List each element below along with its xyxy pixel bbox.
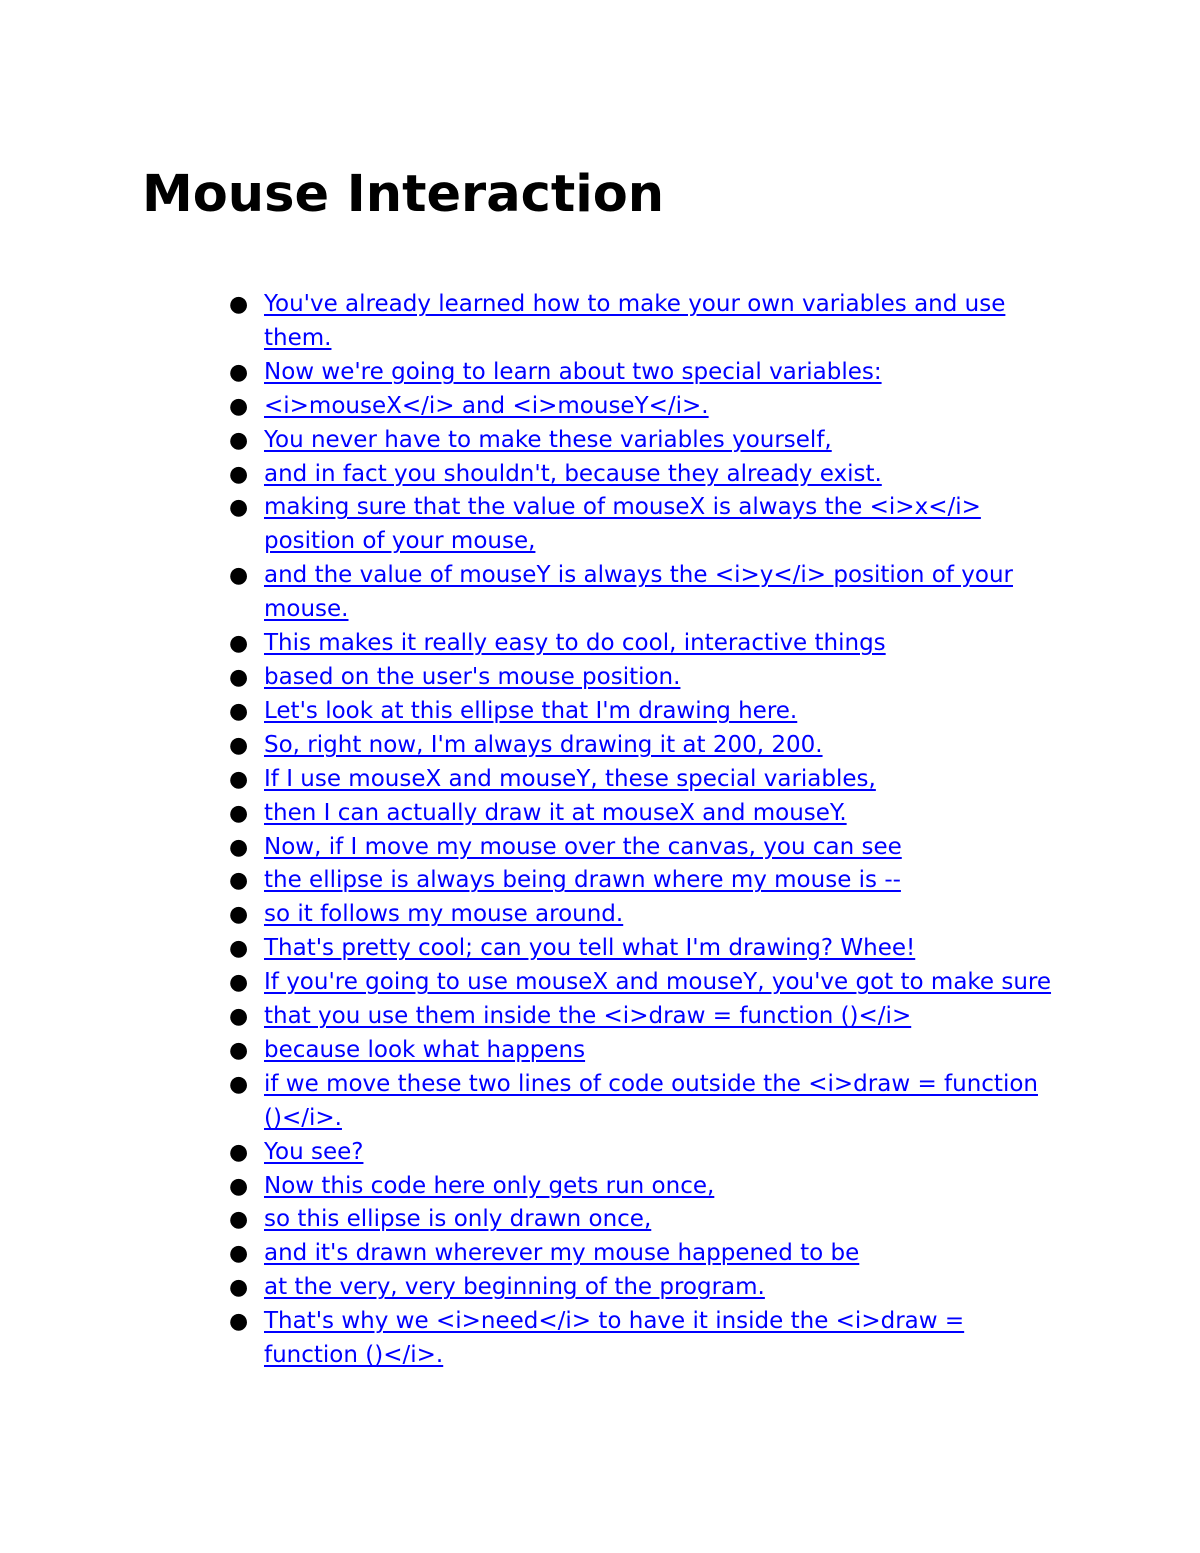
bullet-icon: ● — [229, 631, 249, 657]
list-item — [229, 1305, 1054, 1373]
bullet-icon: ● — [229, 936, 249, 962]
bullet-icon: ● — [229, 1309, 249, 1335]
list-item — [229, 1136, 1054, 1170]
list-item — [229, 695, 1054, 729]
bullet-icon: ● — [229, 970, 249, 996]
transcript-link[interactable]: and the value of mouseY is always the <i>y</i> position of your mouse. — [264, 562, 1013, 623]
bullet-icon: ● — [229, 1037, 249, 1063]
bullet-icon: ● — [229, 732, 249, 758]
list-item — [229, 491, 1054, 559]
list-item — [229, 390, 1054, 424]
list-item — [229, 729, 1054, 763]
transcript-link[interactable]: if we move these two lines of code outside the <i>draw = function ()</i>. — [264, 1070, 1038, 1131]
list-item — [229, 932, 1054, 966]
list-item — [229, 1271, 1054, 1305]
transcript-link[interactable]: so this ellipse is only drawn once, — [264, 1206, 652, 1233]
transcript-link[interactable]: Now we're going to learn about two special variables: — [264, 358, 882, 385]
transcript-link[interactable]: Now, if I move my mouse over the canvas, you can see — [264, 833, 902, 860]
transcript-link[interactable]: This makes it really easy to do cool, interactive things — [264, 630, 886, 657]
list-item — [229, 1034, 1054, 1068]
transcript-link[interactable]: based on the user's mouse position. — [264, 663, 681, 690]
bullet-icon: ● — [229, 563, 249, 589]
bullet-icon: ● — [229, 868, 249, 894]
list-item — [229, 1237, 1054, 1271]
bullet-icon: ● — [229, 1207, 249, 1233]
transcript-link[interactable]: making sure that the value of mouseX is always the <i>x</i> position of your mouse, — [264, 494, 981, 555]
bullet-icon: ● — [229, 393, 249, 419]
list-item — [229, 288, 1054, 356]
bullet-icon: ● — [229, 1173, 249, 1199]
transcript-list — [229, 288, 1054, 1373]
list-item — [229, 831, 1054, 865]
transcript-link[interactable]: That's why we <i>need</i> to have it inside the <i>draw = function ()</i>. — [264, 1308, 965, 1369]
bullet-icon: ● — [229, 834, 249, 860]
transcript-link[interactable]: So, right now, I'm always drawing it at 200, 200. — [264, 731, 823, 758]
bullet-icon: ● — [229, 698, 249, 724]
list-item — [229, 458, 1054, 492]
bullet-icon: ● — [229, 461, 249, 487]
page-title: Mouse Interaction — [142, 165, 665, 224]
bullet-icon: ● — [229, 1241, 249, 1267]
list-item — [229, 356, 1054, 390]
list-item — [229, 1203, 1054, 1237]
transcript-link[interactable]: Let's look at this ellipse that I'm drawing here. — [264, 697, 798, 724]
bullet-icon: ● — [229, 427, 249, 453]
transcript-link[interactable]: so it follows my mouse around. — [264, 901, 624, 928]
bullet-icon: ● — [229, 664, 249, 690]
list-item — [229, 627, 1054, 661]
transcript-link[interactable]: You never have to make these variables yourself, — [264, 426, 832, 453]
list-item — [229, 864, 1054, 898]
bullet-icon: ● — [229, 1275, 249, 1301]
transcript-link[interactable]: the ellipse is always being drawn where my mouse is -- — [264, 867, 901, 894]
transcript-link[interactable]: If I use mouseX and mouseY, these special variables, — [264, 765, 876, 792]
transcript-link[interactable]: You see? — [264, 1138, 364, 1165]
transcript-link[interactable]: then I can actually draw it at mouseX and mouseY. — [264, 799, 847, 826]
transcript-link[interactable]: If you're going to use mouseX and mouseY, you've got to make sure — [264, 969, 1052, 996]
list-item — [229, 797, 1054, 831]
bullet-icon: ● — [229, 495, 249, 521]
bullet-icon: ● — [229, 1004, 249, 1030]
list-item — [229, 763, 1054, 797]
transcript-link[interactable]: because look what happens — [264, 1036, 586, 1063]
list-item — [229, 1068, 1054, 1136]
bullet-icon: ● — [229, 1071, 249, 1097]
list-item — [229, 424, 1054, 458]
list-item — [229, 966, 1054, 1000]
list-item — [229, 1170, 1054, 1204]
bullet-icon: ● — [229, 902, 249, 928]
bullet-icon: ● — [229, 359, 249, 385]
transcript-link[interactable]: You've already learned how to make your own variables and use them. — [264, 291, 1006, 351]
transcript-link[interactable]: Now this code here only gets run once, — [264, 1172, 715, 1199]
list-item — [229, 661, 1054, 695]
transcript-link[interactable]: at the very, very beginning of the program. — [264, 1274, 765, 1301]
bullet-icon: ● — [229, 1139, 249, 1165]
transcript-link[interactable]: <i>mouseX</i> and <i>mouseY</i>. — [264, 392, 709, 419]
transcript-link[interactable]: that you use them inside the <i>draw = function ()</i> — [264, 1003, 912, 1030]
list-item — [229, 1000, 1054, 1034]
bullet-icon: ● — [229, 800, 249, 826]
bullet-icon: ● — [229, 292, 249, 317]
list-item — [229, 898, 1054, 932]
transcript-link[interactable]: and in fact you shouldn't, because they already exist. — [264, 460, 882, 487]
transcript-link[interactable]: and it's drawn wherever my mouse happened to be — [264, 1240, 860, 1267]
bullet-icon: ● — [229, 766, 249, 792]
transcript-link[interactable]: That's pretty cool; can you tell what I'm drawing? Whee! — [264, 935, 916, 962]
list-item — [229, 559, 1054, 627]
